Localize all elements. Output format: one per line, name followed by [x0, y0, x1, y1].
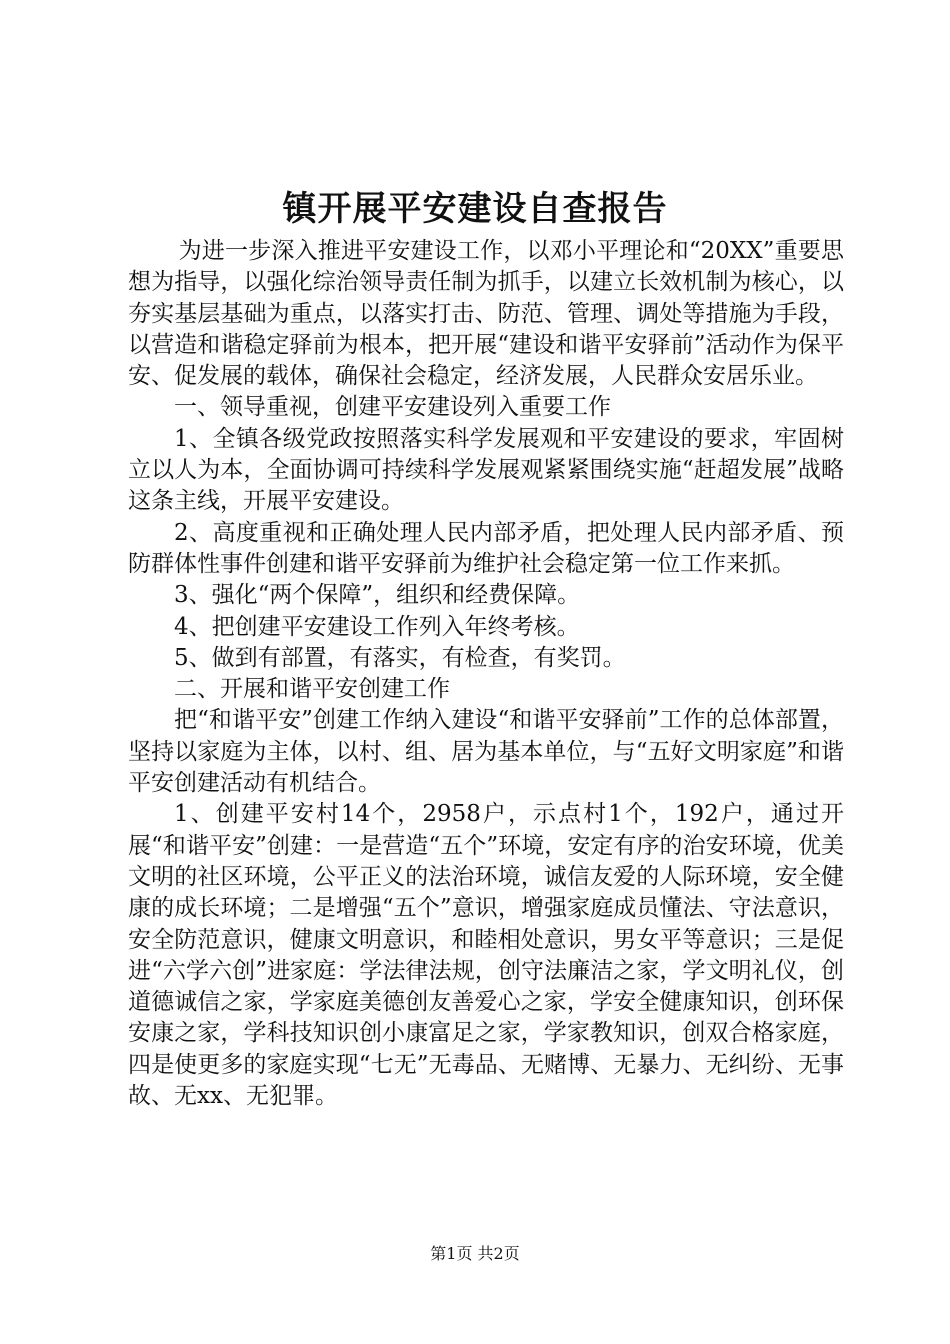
- intro-paragraph: 为进一步深入推进平安建设工作，以邓小平理论和“20XX”重要思想为指导，以强化综治领导责任制为抓手，以建立长效机制为核心，以夯实基层基础为重点，以落实打击、防范、管理、调处等措施为手段，以营造和谐稳定驿前为根本，把开展“建设和谐平安驿前”活动作为保平安、促发展的载体，确保社会稳定，经济发展，人民群众安居乐业。: [128, 238, 844, 390]
- page-footer: 第1页 共2页: [430, 1244, 520, 1263]
- list-item-1-4: 4、把创建平安建设工作列入年终考核。: [174, 613, 580, 640]
- list-item-1-5: 5、做到有部置，有落实，有检查，有奖罚。: [174, 644, 626, 671]
- document-body: [128, 236, 844, 1112]
- section-2-paragraph: 把“和谐平安”创建工作纳入建设“和谐平安驿前”工作的总体部置，坚持以家庭为主体，以村、组、居为基本单位，与“五好文明家庭”和谐平安创建活动有机结合。: [128, 707, 844, 797]
- list-item-1-1: 1、全镇各级党政按照落实科学发展观和平安建设的要求，牢固树立以人为本，全面协调可持续科学发展观紧紧围绕实施“赶超发展”战略这条主线，开展平安建设。: [128, 425, 844, 515]
- list-item-1-2: 2、高度重视和正确处理人民内部矛盾，把处理人民内部矛盾、预防群体性事件创建和谐平安驿前为维护社会稳定第一位工作来抓。: [128, 519, 844, 577]
- document-title: 镇开展平安建设自查报告: [282, 189, 668, 229]
- list-item-1-3: 3、强化“两个保障”，组织和经费保障。: [174, 582, 581, 609]
- list-item-2-1: 1、创建平安村14个，2958户，示点村1个，192户，通过开展“和谐平安”创建：一是营造“五个”环境，安定有序的治安环境，优美文明的社区环境，公平正义的法治环境，诚信友爱的人际环境，安全健康的成长环境；二是增强“五个”意识，增强家庭成员懂法、守法意识，安全防范意识，健康文明意识，和睦相处意识，男女平等意识；三是促进“六学六创”进家庭：学法律法规，创守法廉洁之家，学文明礼仪，创道德诚信之家，学家庭美德创友善爱心之家，学安全健康知识，创环保安康之家，学科技知识创小康富足之家，学家教知识，创双合格家庭，四是使更多的家庭实现“七无”无毒品、无赌博、无暴力、无纠纷、无事故、无xx、无犯罪。: [128, 801, 844, 1110]
- section-heading-2: 二、开展和谐平安创建工作: [174, 676, 450, 703]
- section-heading-1: 一、领导重视，创建平安建设列入重要工作: [174, 394, 611, 421]
